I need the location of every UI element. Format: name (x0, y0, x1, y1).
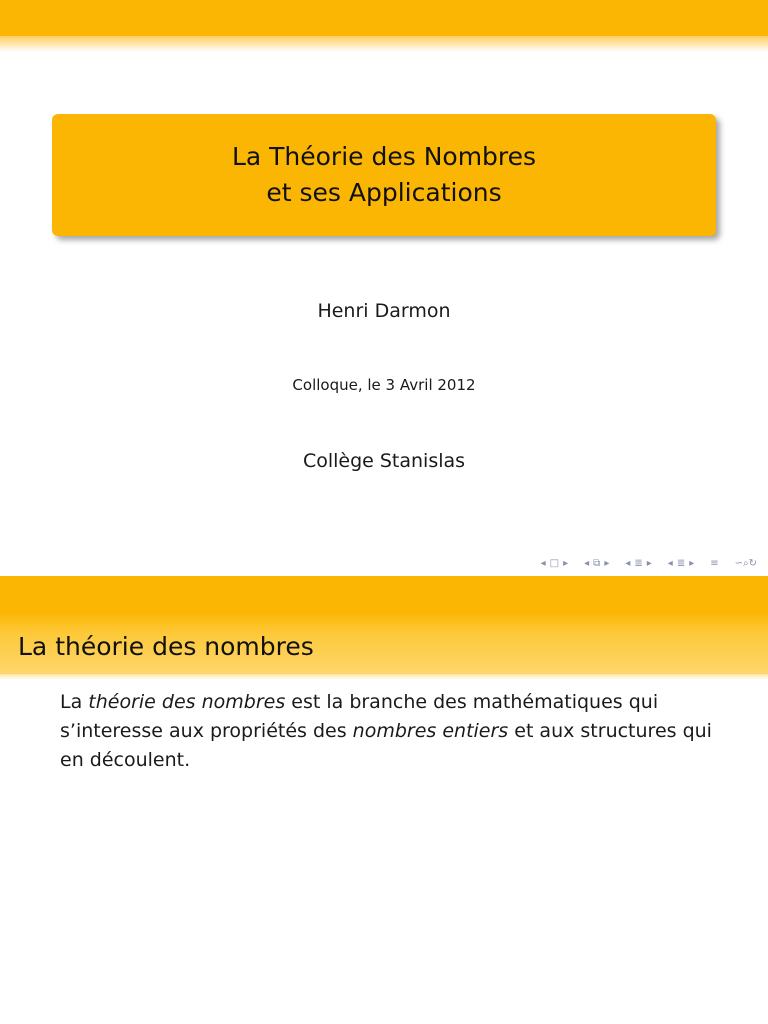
navigation-symbols (540, 556, 758, 570)
prev-frame-arrow-icon[interactable]: ◂ (584, 557, 590, 569)
header-bar-fade (0, 36, 768, 52)
align-icon[interactable]: ≡ (710, 557, 719, 569)
subsection-icon[interactable]: ≣ (634, 557, 643, 569)
next-subsection-arrow-icon[interactable]: ▸ (646, 557, 652, 569)
search-icon[interactable]: ∽⌕↻ (734, 557, 757, 569)
prev-arrow-icon[interactable]: ◂ (540, 557, 546, 569)
emphasis-nombres-entiers: nombres entiers (352, 720, 509, 742)
header-bar (0, 576, 768, 612)
title-line-2: et ses Applications (266, 178, 502, 207)
body-text-1: La (60, 691, 89, 713)
frame-title: La théorie des nombres (18, 632, 314, 661)
title-line-1: La Théorie des Nombres (231, 142, 537, 171)
slide-icon[interactable]: □ (549, 557, 560, 569)
date: Colloque, le 3 Avril 2012 (292, 376, 476, 394)
prev-subsection-arrow-icon[interactable]: ◂ (625, 557, 631, 569)
body-text-3: et aux structures qui en découlent. (60, 720, 712, 771)
next-arrow-icon[interactable]: ▸ (563, 557, 569, 569)
author: Henri Darmon (317, 300, 451, 322)
title-block (52, 114, 716, 236)
next-frame-arrow-icon[interactable]: ▸ (604, 557, 610, 569)
header-bar (0, 0, 768, 36)
next-section-arrow-icon[interactable]: ▸ (689, 557, 695, 569)
institute: Collège Stanislas (302, 450, 466, 472)
content-slide (0, 576, 768, 1024)
emphasis-theorie-des-nombres: théorie des nombres (88, 691, 286, 713)
section-icon[interactable]: ≣ (676, 557, 686, 569)
frame-title-shadow (0, 674, 768, 680)
body-text-2: est la branche des mathématiques qui s’interesse aux propriétés des (60, 691, 659, 742)
body-paragraph (60, 688, 720, 775)
frame-icon[interactable]: ⧉ (593, 557, 601, 569)
prev-section-arrow-icon[interactable]: ◂ (667, 557, 673, 569)
